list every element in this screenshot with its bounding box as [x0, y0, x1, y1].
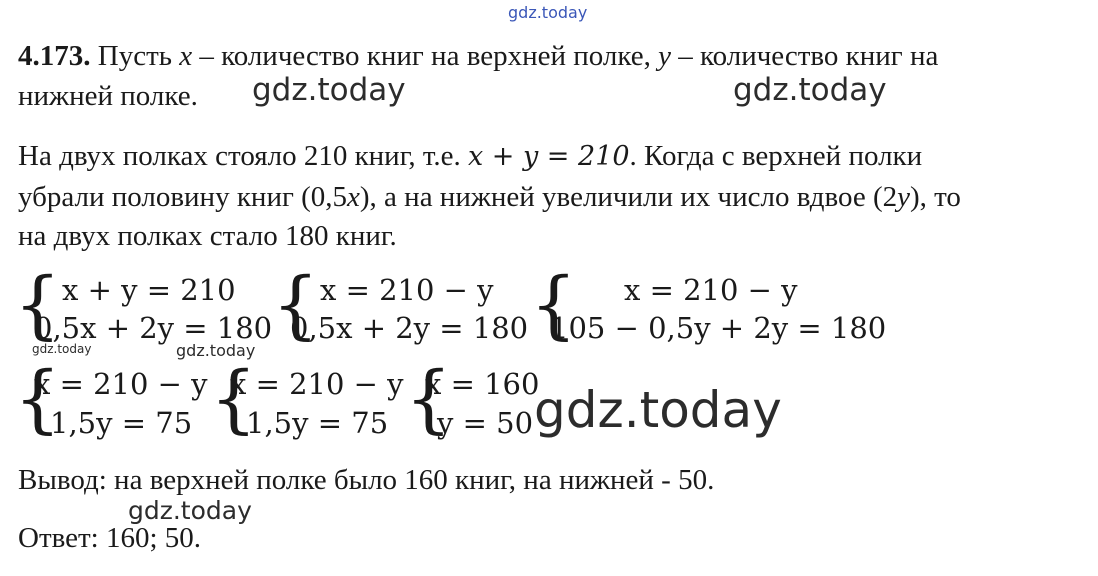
condition-line1	[18, 138, 922, 175]
intro-text-3: – количество книг на	[670, 40, 939, 72]
intro-var-y: y	[658, 40, 671, 72]
condition-equation: x + y = 210	[467, 141, 630, 172]
watermark-1: gdz.today	[252, 72, 406, 108]
watermark-4: gdz.today	[176, 341, 256, 360]
system-brace-1: {	[14, 262, 62, 348]
condition-text-2c: ), то	[909, 181, 961, 213]
system-1-eq1: x + y = 210	[62, 273, 236, 307]
intro-text-1: Пусть	[90, 40, 180, 72]
watermark-2: gdz.today	[733, 72, 887, 108]
condition-text-2a: убрали половину книг (0,5	[18, 181, 348, 213]
watermark-6: gdz.today	[128, 496, 252, 525]
system-2-eq2: 0,5x + 2y = 180	[290, 311, 529, 345]
problem-intro-line2: нижней полке.	[18, 80, 198, 112]
problem-number: 4.173.	[18, 40, 91, 72]
system-brace-5: {	[210, 356, 258, 442]
problem-intro-line1	[18, 38, 938, 74]
intro-text-2: – количество книг на верхней полке,	[192, 40, 659, 72]
system-brace-3: {	[530, 262, 578, 348]
intro-var-x: x	[179, 40, 193, 72]
system-3-eq1: x = 210 − y	[624, 273, 798, 307]
system-5-eq1: x = 210 − y	[230, 367, 404, 401]
system-brace-6: {	[405, 356, 453, 442]
watermark-5: gdz.today	[534, 381, 782, 439]
system-6-eq2: y = 50	[437, 406, 534, 440]
system-6-eq1: x = 160	[425, 367, 540, 401]
condition-text-1b: . Когда с верхней полки	[629, 140, 923, 172]
system-3-eq2: 105 − 0,5y + 2y = 180	[550, 311, 887, 345]
conclusion-text: Вывод: на верхней полке было 160 книг, на нижней - 50.	[18, 464, 715, 496]
system-brace-2: {	[272, 262, 320, 348]
condition-line3: на двух полках стало 180 книг.	[18, 220, 397, 252]
system-4-eq1: x = 210 − y	[34, 367, 208, 401]
system-brace-4: {	[14, 356, 62, 442]
condition-line2	[18, 179, 961, 215]
watermark-3: gdz.today	[32, 342, 92, 356]
system-4-eq2: 1,5y = 75	[50, 406, 193, 440]
condition-text-1a: На двух полках стояло 210 книг, т.е.	[18, 140, 468, 172]
condition-var-x: x	[347, 181, 360, 213]
answer-text: Ответ: 160; 50.	[18, 522, 202, 554]
watermark-top: gdz.today	[508, 3, 588, 22]
condition-text-2b: ), а на нижней увеличили их число вдвое (2	[359, 181, 898, 213]
condition-var-y: y	[897, 181, 910, 213]
system-1-eq2: 0,5x + 2y = 180	[34, 311, 273, 345]
system-2-eq1: x = 210 − y	[320, 273, 494, 307]
system-5-eq2: 1,5y = 75	[246, 406, 389, 440]
